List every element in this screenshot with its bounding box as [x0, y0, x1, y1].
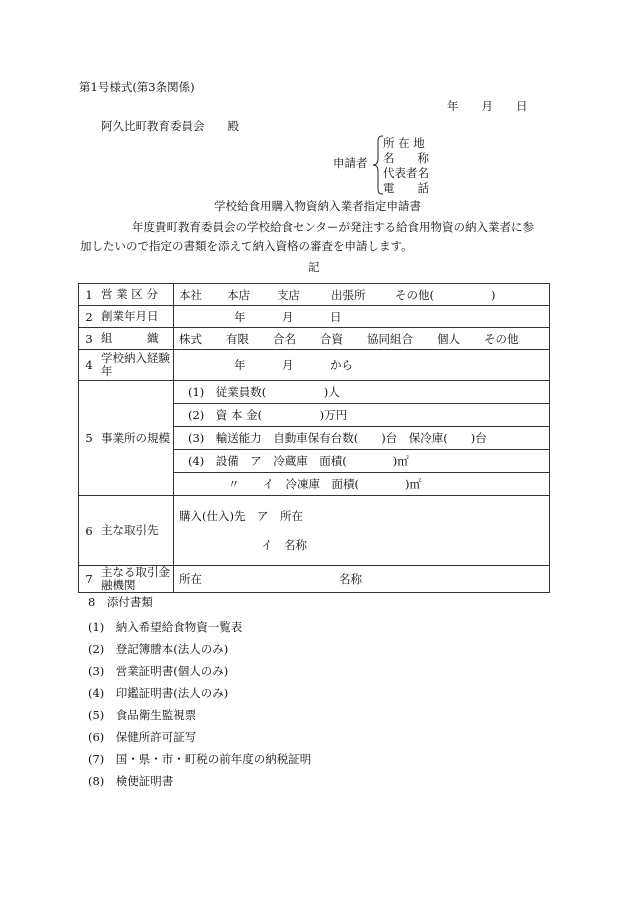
applicant-field-name: 名 称: [383, 151, 429, 165]
table-row: [79, 350, 550, 381]
organization-label: 組 織: [99, 328, 174, 350]
table-row: [79, 496, 550, 566]
attachment-item: (4) 印鑑証明書(法人のみ): [88, 686, 229, 700]
business-type-label: 営 業 区 分: [99, 284, 174, 306]
business-type-options: 本社 本店 支店 出張所 その他( ): [174, 284, 550, 306]
attachment-item: (5) 食品衛生監視票: [88, 708, 197, 722]
applicant-fields: [383, 136, 429, 196]
attachment-item: (1) 納入希望給食物資一覧表: [88, 620, 243, 634]
attachment-item: (2) 登記簿謄本(法人のみ): [88, 642, 229, 656]
table-row: [79, 306, 550, 328]
transport-capacity-line: (3) 輸送能力 自動車保有台数( )台 保冷庫( )台: [174, 427, 550, 450]
main-suppliers-label: 主な取引先: [99, 496, 174, 566]
freezer-area-line: 〃 イ 冷凍庫 面積( )㎡: [174, 473, 550, 496]
applicant-field-phone: 電 話: [383, 181, 429, 195]
table-row: [79, 328, 550, 350]
applicant-label: 申請者: [333, 156, 368, 170]
row-number: 6: [79, 496, 100, 566]
attachment-item: (8) 検便証明書: [88, 774, 174, 788]
school-delivery-experience-value: 年 月 から: [174, 350, 550, 381]
document-title: 学校給食用購入物資納入業者指定申請書: [214, 199, 421, 213]
main-suppliers-value: [174, 496, 550, 566]
supplier-name-line: イ 名称: [261, 538, 307, 552]
attachment-item: (3) 営業証明書(個人のみ): [88, 664, 229, 678]
capital-line: (2) 資 本 金( )万円: [174, 404, 550, 427]
refrigerator-area-line: (4) 設備 ア 冷蔵庫 面積( )㎡: [174, 450, 550, 473]
row-number: 4: [79, 350, 100, 381]
form-number: 第1号様式(第3条関係): [79, 80, 195, 94]
organization-options: 株式 有限 合名 合資 協同組合 個人 その他: [174, 328, 550, 350]
applicant-field-address: 所 在 地: [383, 136, 425, 150]
ki-label: 記: [308, 260, 320, 274]
body-line-2: 加したいので指定の書類を添えて納入資格の審査を申請します。: [80, 239, 413, 253]
body-line-1: 年度貴町教育委員会の学校給食センターが発注する給食用物資の納入業者に参: [132, 220, 535, 234]
school-delivery-experience-label: 学校納入経験年: [99, 350, 174, 381]
financial-institution-label: 主なる取引金融機関: [99, 566, 174, 593]
row-number: 5: [79, 381, 100, 496]
row-number: 7: [79, 566, 100, 593]
application-table: [78, 283, 550, 593]
business-scale-label: 事業所の規模: [99, 381, 174, 496]
table-row: [79, 381, 550, 404]
attachment-item: (6) 保健所許可証写: [88, 730, 197, 744]
founding-date-value: 年 月 日: [174, 306, 550, 328]
employee-count-line: (1) 従業員数( )人: [174, 381, 550, 404]
founding-date-label: 創業年月日: [99, 306, 174, 328]
row-number: 3: [79, 328, 100, 350]
row-number: 2: [79, 306, 100, 328]
addressee: 阿久比町教育委員会 殿: [101, 119, 239, 133]
attachment-item: (7) 国・県・市・町税の前年度の納税証明: [88, 752, 312, 766]
attachments-heading: 8 添付書類: [88, 595, 153, 609]
row-number: 1: [79, 284, 100, 306]
table-row: [79, 284, 550, 306]
financial-institution-value: 所在 名称: [174, 566, 550, 593]
date-line: 年 月 日: [447, 99, 528, 113]
supplier-address-line: 購入(仕入)先 ア 所在: [179, 509, 303, 523]
table-row: [79, 566, 550, 593]
applicant-field-representative: 代表者名: [383, 166, 429, 180]
